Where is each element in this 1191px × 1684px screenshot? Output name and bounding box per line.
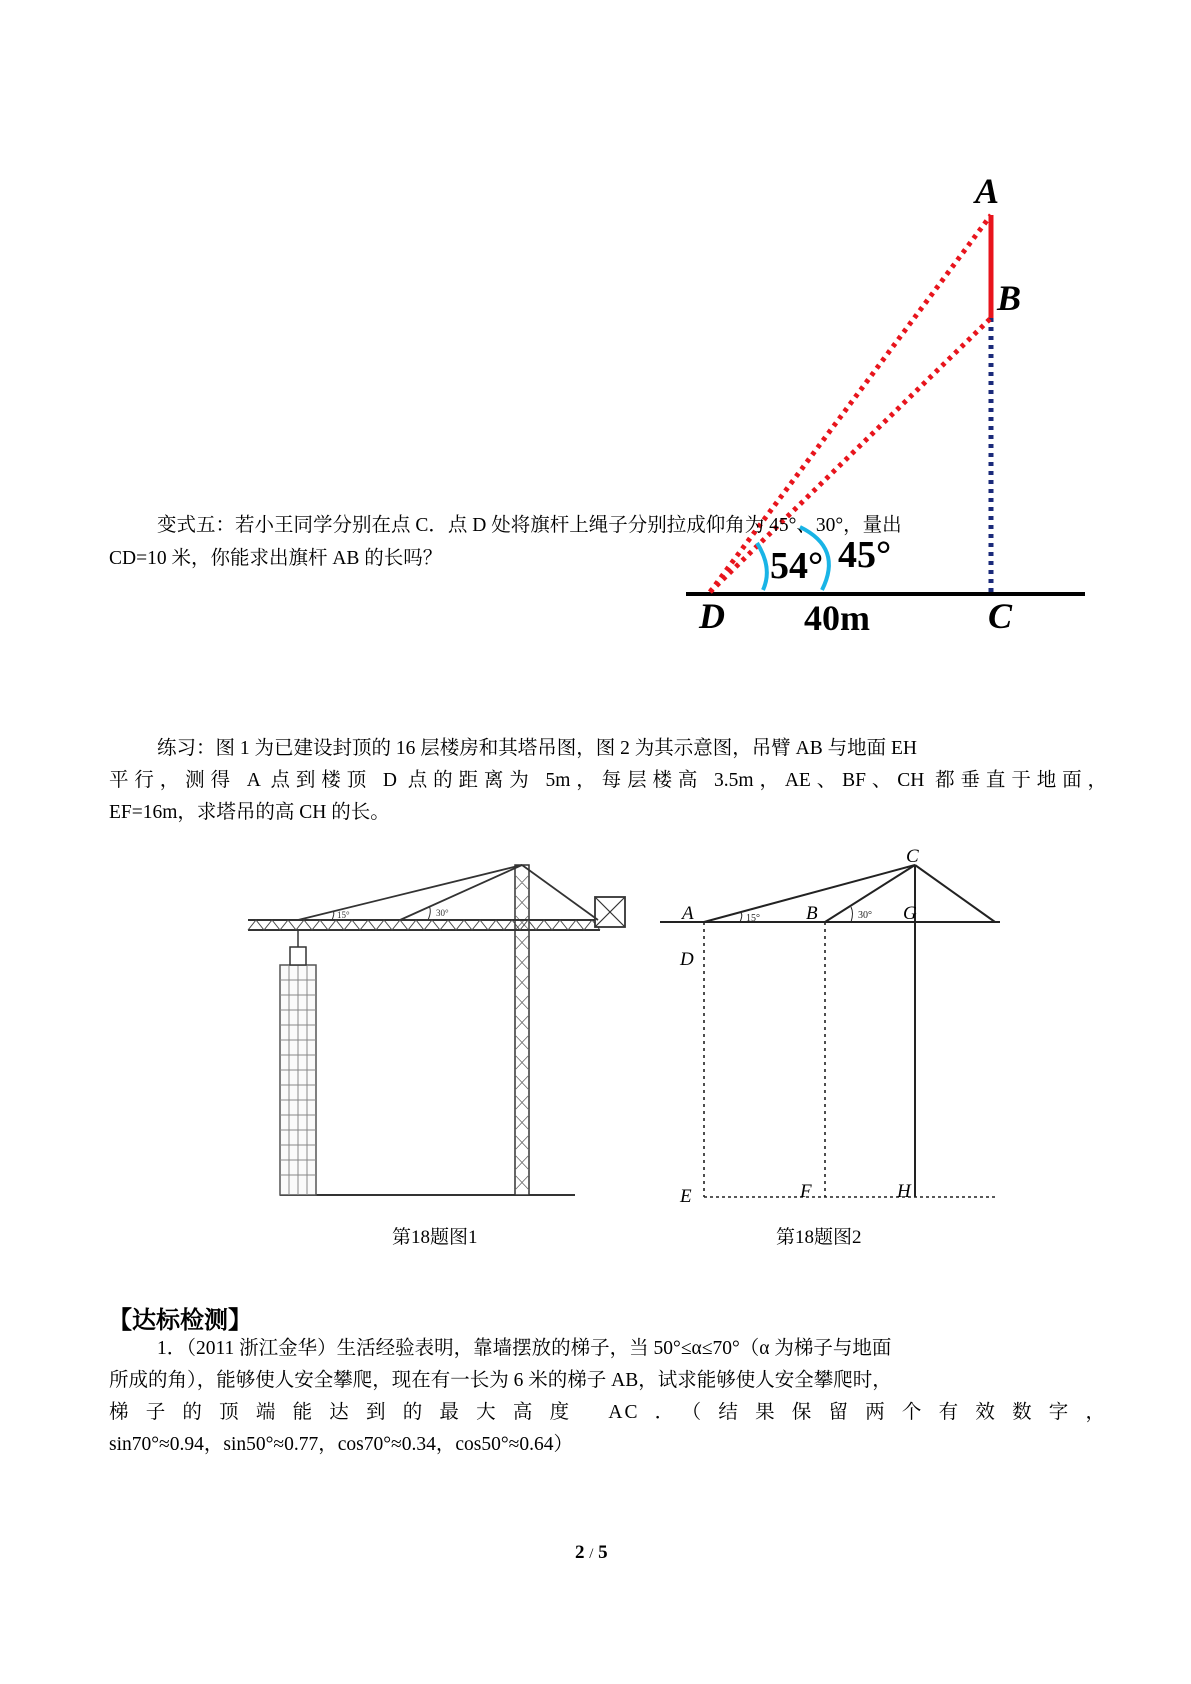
page-separator: / xyxy=(589,1546,594,1562)
assessment-line4: sin70°≈0.94，sin50°≈0.77，cos70°≈0.34，cos50°≈0.64） xyxy=(109,1434,574,1455)
crane2-label-h: H xyxy=(897,1181,911,1202)
page-current: 2 xyxy=(575,1542,585,1563)
angle-label-54: 54° xyxy=(770,545,824,587)
variant5-line1: 变式五：若小王同学分别在点 C．点 D 处将旗杆上绳子分别拉成仰角为 45°、30°，量出 xyxy=(157,515,902,536)
page-number xyxy=(575,1542,608,1564)
variant5-line2: CD=10 米，你能求出旗杆 AB 的长吗？ xyxy=(109,548,443,569)
crane1-stay-mid xyxy=(400,865,522,920)
crane-figure-1 xyxy=(240,835,640,1215)
crane2-label-f: F xyxy=(800,1181,812,1202)
crane1-stay-right xyxy=(522,865,598,920)
crane2-stay-right xyxy=(915,865,995,922)
crane2-angle-15: 15° xyxy=(746,913,760,924)
crane2-label-d: D xyxy=(680,949,694,970)
crane1-angle-30: 30° xyxy=(436,908,449,918)
building xyxy=(280,947,316,1195)
practice-line2: 平行，测得 A 点到楼顶 D 点的距离为 5m，每层楼高 3.5m，AE、BF、CH 都垂直于地面， xyxy=(109,770,1107,791)
crane2-label-b: B xyxy=(806,903,818,924)
crane-jib xyxy=(248,920,600,930)
practice-line1: 练习：图 1 为已建设封顶的 16 层楼房和其塔吊图，图 2 为其示意图，吊臂 AB 与地面 EH xyxy=(157,738,917,759)
crane2-label-a: A xyxy=(682,903,694,924)
crane2-angle-30: 30° xyxy=(858,910,872,921)
assessment-heading: 【达标检测】 xyxy=(108,1306,252,1334)
assessment-line3: 梯子的顶端能达到的最大高度 AC．（结果保留两个有效数字， xyxy=(109,1402,1107,1423)
counterweight xyxy=(595,897,625,927)
practice-line3: EF=16m，求塔吊的高 CH 的长。 xyxy=(109,802,390,823)
assessment-line2: 所成的角），能够使人安全攀爬，现在有一长为 6 米的梯子 AB，试求能够使人安全攀爬时， xyxy=(109,1370,892,1391)
point-label-d: D xyxy=(699,596,725,636)
crane1-stay-left xyxy=(298,865,522,920)
crane2-label-g: G xyxy=(903,903,917,924)
page-total: 5 xyxy=(598,1542,608,1563)
assessment-line1: 1．（2011 浙江金华）生活经验表明，靠墙摆放的梯子，当 50°≤α≤70°（α 为梯子与地面 xyxy=(157,1338,892,1359)
angle-arc-54 xyxy=(757,543,767,590)
crane2-label-c: C xyxy=(906,846,919,867)
flagpole-figure xyxy=(0,0,1191,700)
point-label-a: A xyxy=(975,171,1000,211)
crane1-angle-15: 15° xyxy=(337,910,350,920)
point-label-b: B xyxy=(997,278,1022,318)
crane-mast xyxy=(515,865,529,1195)
crane2-label-e: E xyxy=(680,1186,692,1207)
point-label-c: C xyxy=(988,596,1013,636)
figure2-caption: 第18题图2 xyxy=(776,1227,862,1248)
distance-label: 40m xyxy=(804,598,870,638)
crane-figure-2 xyxy=(660,835,1020,1215)
angle-label-45: 45° xyxy=(838,534,892,576)
figure1-caption: 第18题图1 xyxy=(392,1227,478,1248)
